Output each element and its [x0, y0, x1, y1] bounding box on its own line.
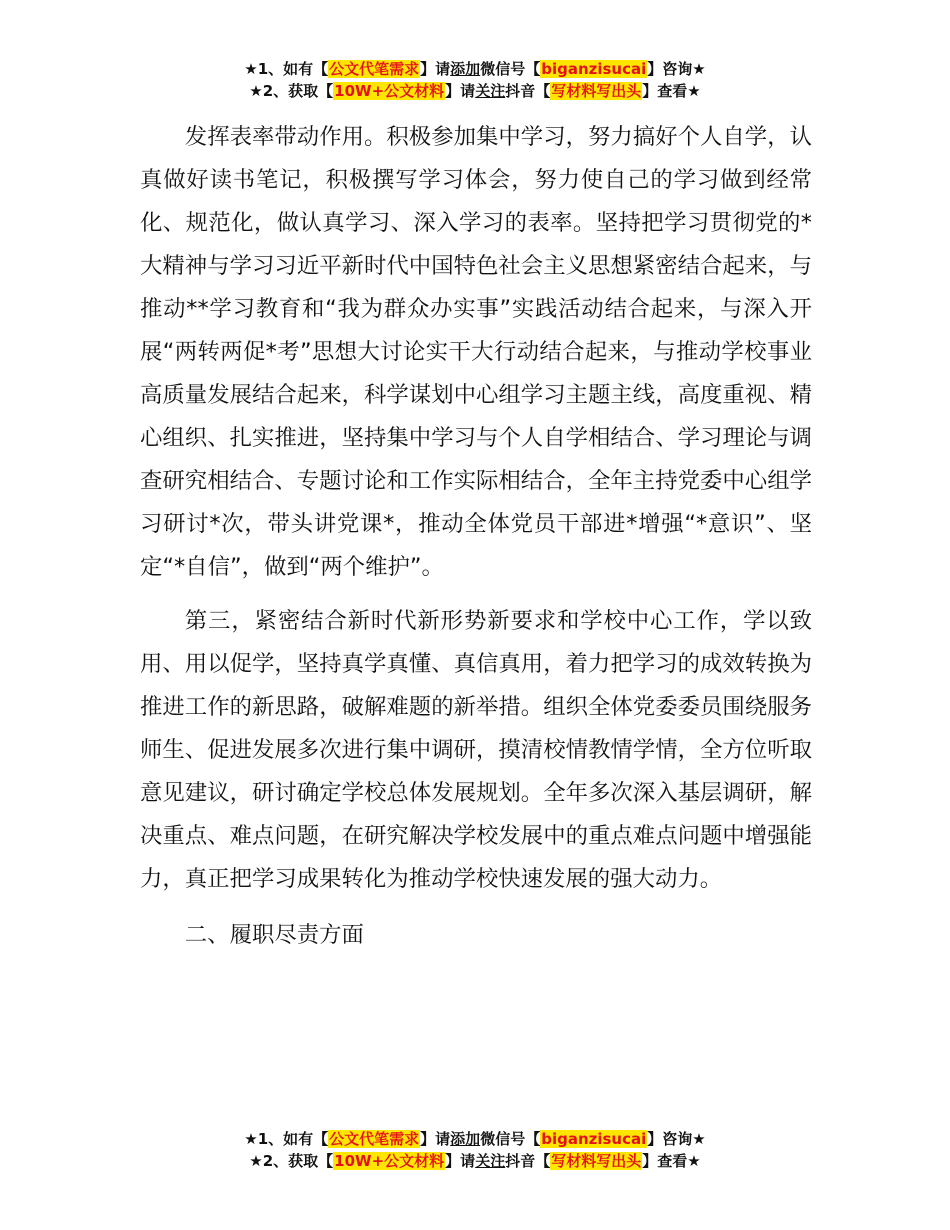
underlined-text: 添加	[450, 60, 481, 78]
header-banner	[0, 58, 950, 102]
footer-banner	[0, 1128, 950, 1172]
highlight-materials: 10W+公文材料	[334, 1152, 445, 1170]
underlined-text: 关注	[475, 82, 506, 100]
star-icon: ★	[244, 1130, 258, 1148]
underlined-text: 关注	[475, 1152, 506, 1170]
body-paragraph: 发挥表率带动作用。积极参加集中学习，努力搞好个人自学，认真做好读书笔记，积极撰写学习体会，努力使自己的学习做到经常化、规范化，做认真学习、深入学习的表率。坚持把学习贯彻党的*大精神与学习习近平新时代中国特色社会主义思想紧密结合起来，与推动**学习教育和“我为群众办实事”实践活动结合起来，与深入开展“两转两促*考”思想大讨论实干大行动结合起来，与推动学校事业高质量发展结合起来，科学谋划中心组学习主题主线，高度重视、精心组织、扎实推进，坚持集中学习与个人自学相结合、学习理论与调查研究相结合、专题讨论和工作实际相结合，全年主持党委中心组学习研讨*次，带头讲党课*，推动全体党员干部进*增强“*意识”、坚定“*自信”，做到“两个维护”。	[140, 124, 812, 580]
banner-line-1: ★1、如有【公文代笔需求】请添加微信号【biganzisucai】咨询★	[244, 60, 706, 78]
banner-line-2: ★2、获取【10W+公文材料】请关注抖音【写材料写出头】查看★	[249, 1152, 701, 1170]
star-icon: ★	[249, 82, 263, 100]
star-icon: ★	[687, 82, 701, 100]
highlight-douyin: 写材料写出头	[551, 82, 642, 100]
highlight-douyin: 写材料写出头	[551, 1152, 642, 1170]
banner-line-2: ★2、获取【10W+公文材料】请关注抖音【写材料写出头】查看★	[249, 82, 701, 100]
section-heading: 二、履职尽责方面	[184, 922, 364, 948]
highlight-service: 公文代笔需求	[329, 60, 420, 78]
star-icon: ★	[687, 1152, 701, 1170]
star-icon: ★	[244, 60, 258, 78]
highlight-wechat-id: biganzisucai	[541, 60, 647, 78]
document-body	[140, 116, 812, 957]
underlined-text: 添加	[450, 1130, 481, 1148]
body-paragraph: 第三，紧密结合新时代新形势新要求和学校中心工作，学以致用、用以促学，坚持真学真懂、真信真用，着力把学习的成效转换为推进工作的新思路，破解难题的新举措。组织全体党委委员围绕服务师生、促进发展多次进行集中调研，摸清校情教情学情，全方位听取意见建议，研讨确定学校总体发展规划。全年多次深入基层调研，解决重点、难点问题，在研究解决学校发展中的重点难点问题中增强能力，真正把学习成果转化为推动学校快速发展的强大动力。	[140, 608, 812, 892]
highlight-materials: 10W+公文材料	[334, 82, 445, 100]
star-icon: ★	[692, 1130, 706, 1148]
star-icon: ★	[249, 1152, 263, 1170]
highlight-service: 公文代笔需求	[329, 1130, 420, 1148]
highlight-wechat-id: biganzisucai	[541, 1130, 647, 1148]
star-icon: ★	[692, 60, 706, 78]
banner-line-1: ★1、如有【公文代笔需求】请添加微信号【biganzisucai】咨询★	[244, 1130, 706, 1148]
